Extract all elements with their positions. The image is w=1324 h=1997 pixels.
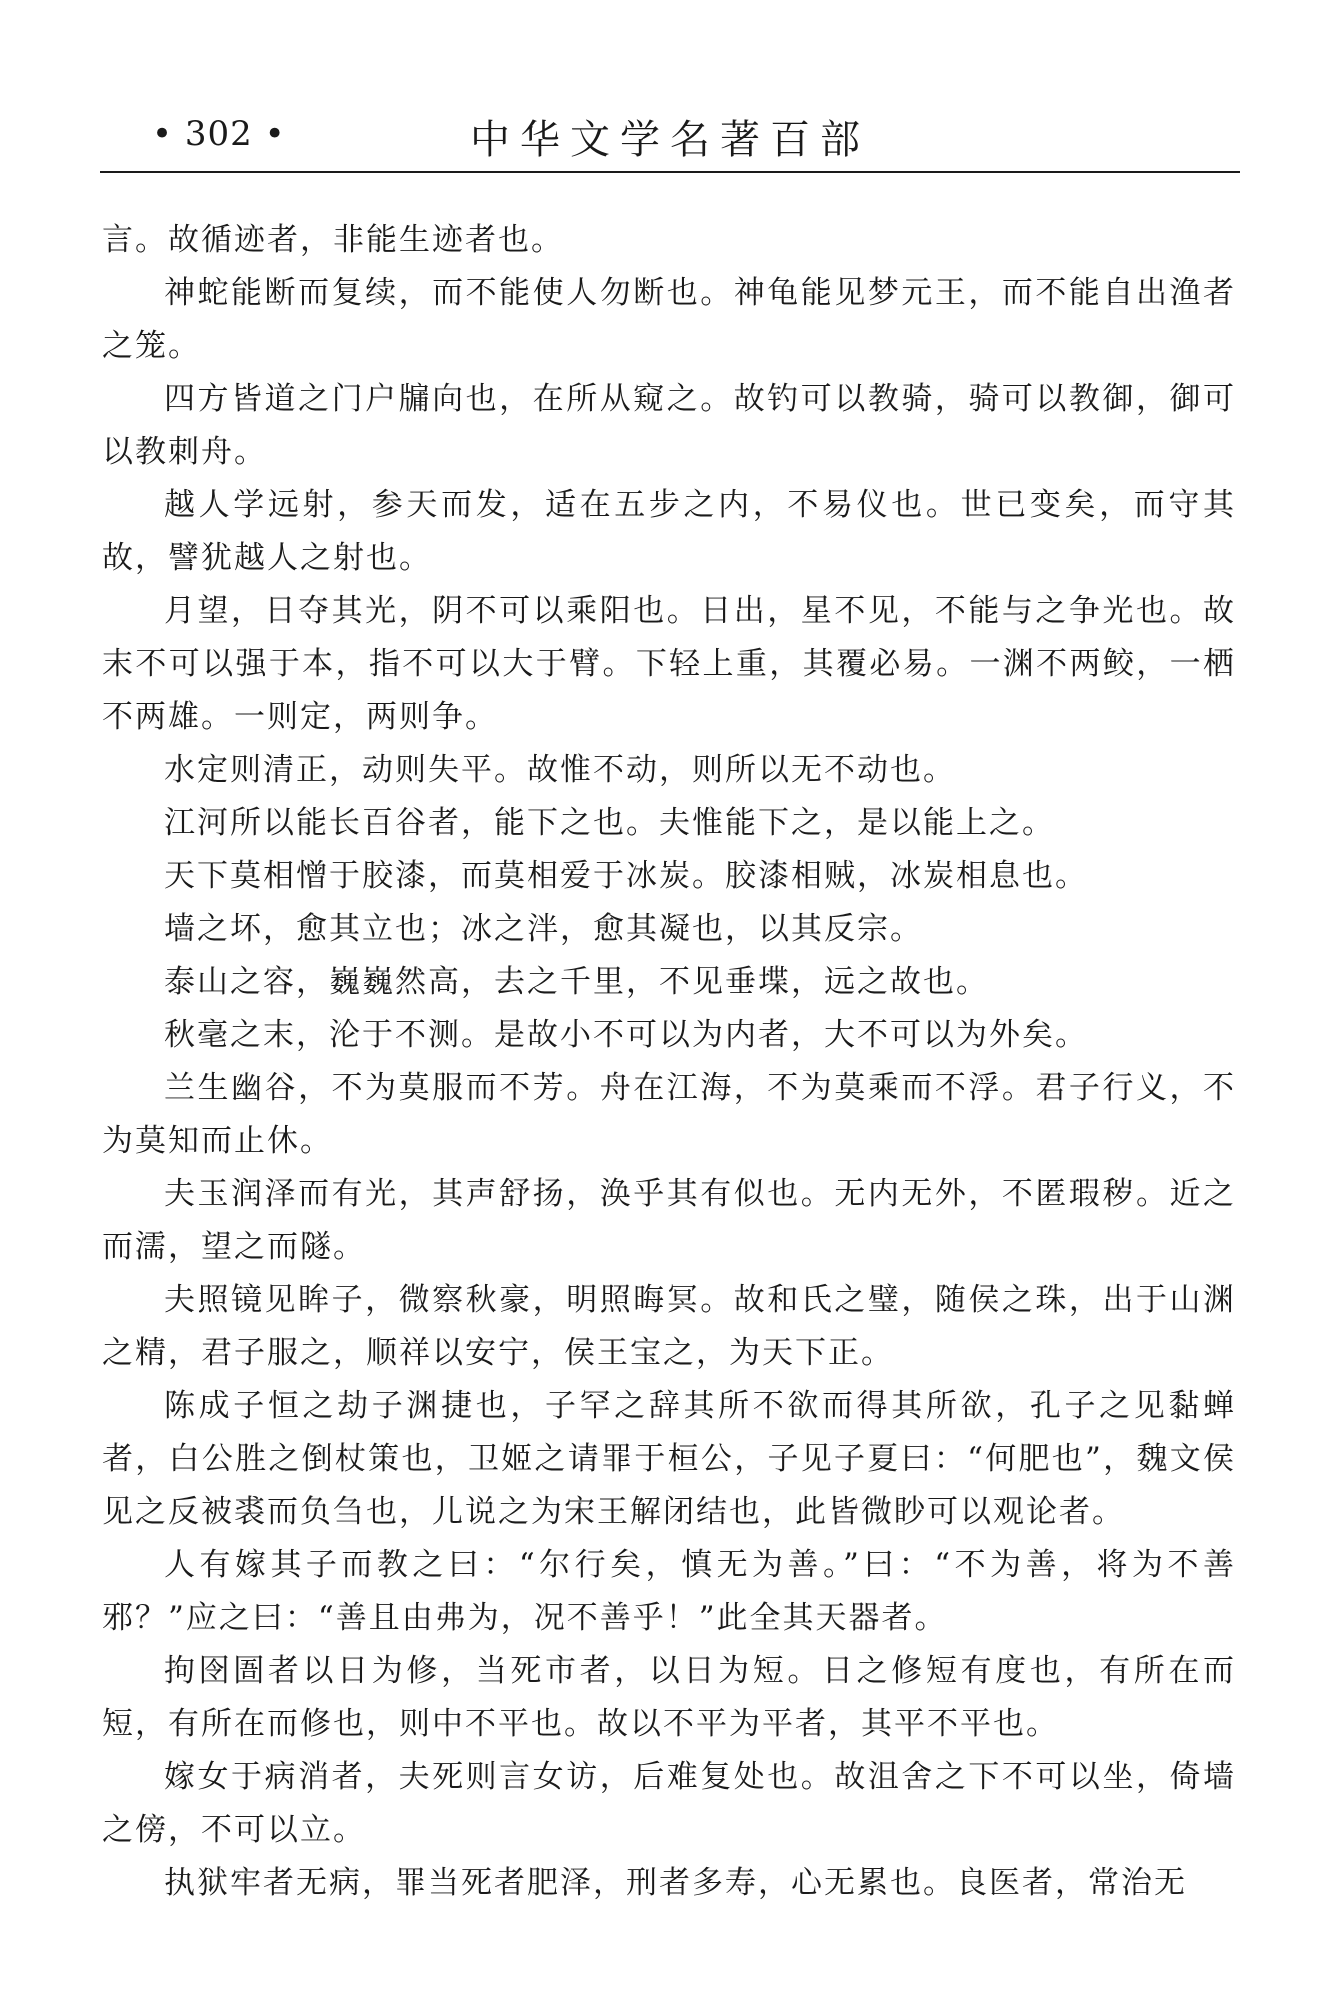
paragraph: 四方皆道之门户牖向也，在所从窥之。故钓可以教骑，骑可以教御，御可以教刺舟。 [102, 381, 1236, 470]
paragraph: 嫁女于病消者，夫死则言女访，后难复处也。故沮舍之下不可以坐，倚墙之傍，不可以立。 [102, 1759, 1236, 1848]
body-text [102, 214, 1236, 1910]
paragraph: 拘囹圄者以日为修，当死市者，以日为短。日之修短有度也，有所在而短，有所在而修也，则中不平也。故以不平为平者，其平不平也。 [102, 1653, 1236, 1742]
paragraph: 陈成子恒之劫子渊捷也，子罕之辞其所不欲而得其所欲，孔子之见黏蝉者，白公胜之倒杖策也，卫姬之请罪于桓公，子见子夏曰：“何肥也”，魏文侯见之反被裘而负刍也，儿说之为宋王解闭结也，此皆微眇可以观论者。 [102, 1388, 1236, 1530]
paragraph: 夫照镜见眸子，微察秋豪，明照晦冥。故和氏之璧，随侯之珠，出于山渊之精，君子服之，顺祥以安宁，侯王宝之，为天下正。 [102, 1282, 1236, 1371]
paragraph: 越人学远射，参天而发，适在五步之内，不易仪也。世已变矣，而守其故，譬犹越人之射也。 [102, 487, 1236, 576]
paragraph: 言。故循迹者，非能生迹者也。 [102, 222, 564, 258]
paragraph: 人有嫁其子而教之曰：“尔行矣，慎无为善。”曰：“不为善，将为不善邪？”应之曰：“善且由弗为，况不善乎！”此全其天器者。 [102, 1547, 1236, 1636]
paragraph: 兰生幽谷，不为莫服而不芳。舟在江海，不为莫乘而不浮。君子行义，不为莫知而止休。 [102, 1070, 1236, 1159]
paragraph: 天下莫相憎于胶漆，而莫相爱于冰炭。胶漆相贼，冰炭相息也。 [164, 858, 1088, 894]
paragraph: 泰山之容，巍巍然高，去之千里，不见垂堞，远之故也。 [164, 964, 989, 1000]
paragraph: 神蛇能断而复续，而不能使人勿断也。神龟能见梦元王，而不能自出渔者之笼。 [102, 275, 1236, 364]
paragraph: 执狱牢者无病，罪当死者肥泽，刑者多寿，心无累也。良医者，常治无 [164, 1865, 1187, 1901]
paragraph: 墙之坏，愈其立也；冰之泮，愈其凝也，以其反宗。 [164, 911, 923, 947]
paragraph: 水定则清正，动则失平。故惟不动，则所以无不动也。 [164, 752, 956, 788]
paragraph: 夫玉润泽而有光，其声舒扬，涣乎其有似也。无内无外，不匿瑕秽。近之而濡，望之而隧。 [102, 1176, 1236, 1265]
page-header [100, 108, 1240, 168]
header-rule [100, 171, 1240, 173]
paragraph: 月望，日夺其光，阴不可以乘阳也。日出，星不见，不能与之争光也。故末不可以强于本，指不可以大于臂。下轻上重，其覆必易。一渊不两鲛，一栖不两雄。一则定，两则争。 [102, 593, 1236, 735]
paragraph: 秋毫之末，沦于不测。是故小不可以为内者，大不可以为外矣。 [164, 1017, 1088, 1053]
paragraph: 江河所以能长百谷者，能下之也。夫惟能下之，是以能上之。 [164, 805, 1055, 841]
book-title: 中华文学名著百部 [470, 117, 870, 163]
page-number: • 302 • [152, 114, 286, 154]
